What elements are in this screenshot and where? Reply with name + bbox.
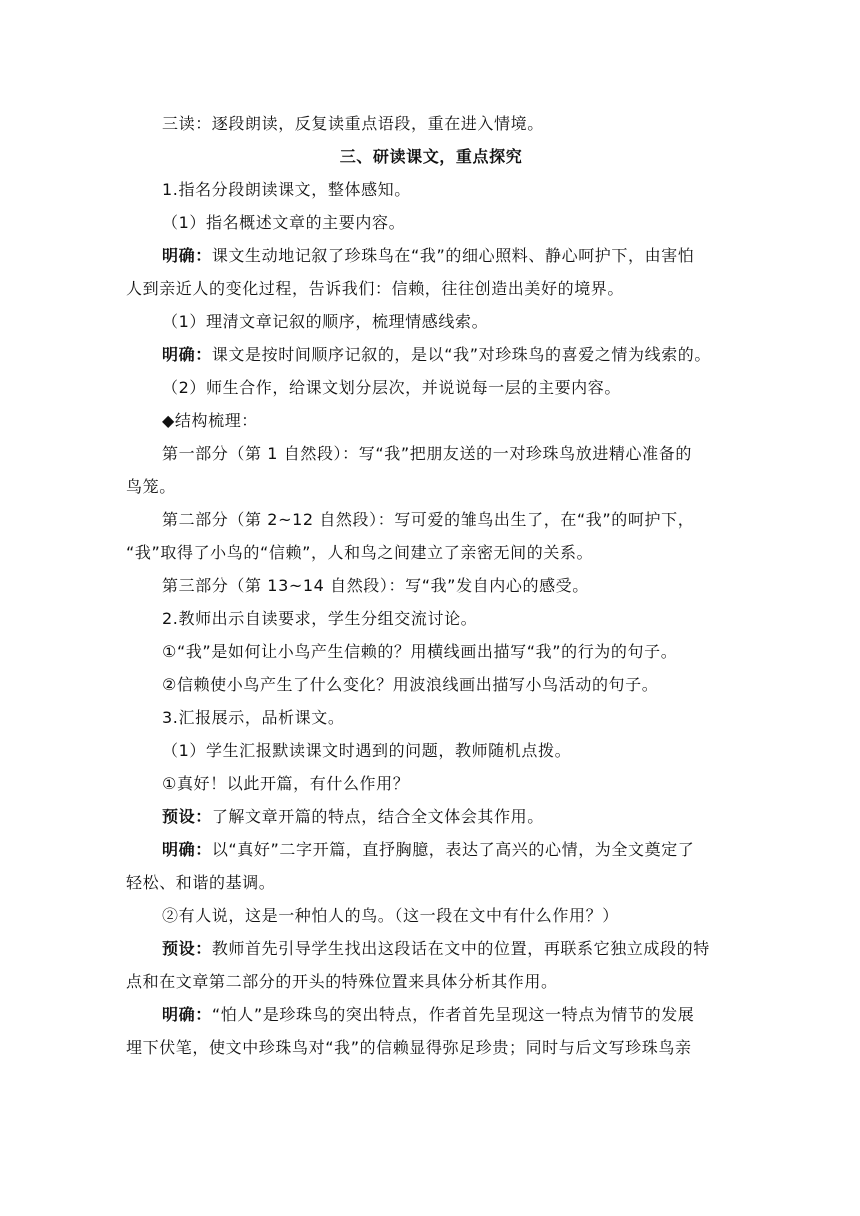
part-two bbox=[126, 503, 736, 536]
line-text: 课文生动地记叙了珍珠鸟在“我”的细心照料、静心呵护下，由害怕 bbox=[211, 246, 695, 265]
heading-text: 三、研读课文，重点探究 bbox=[339, 147, 523, 166]
part-one-continued bbox=[126, 470, 736, 503]
line-text: 教师首先引导学生找出这段话在文中的位置，再联系它独立成段的特 bbox=[211, 939, 710, 958]
line-text: 以“真好”二字开篇，直抒胸臆，表达了高兴的心情，为全文奠定了 bbox=[211, 840, 695, 859]
question-one bbox=[126, 635, 736, 668]
sub-item bbox=[126, 734, 736, 767]
question-suffix: （这一段在文中有什么作用？） bbox=[394, 906, 619, 925]
line-text: “怕人”是珍珠鸟的突出特点，作者首先呈现这一特点为情节的发展 bbox=[211, 1005, 695, 1024]
line-text: 第一部分（第 1 自然段）：写“我”把朋友送的一对珍珠鸟放进精心准备的 bbox=[162, 444, 692, 463]
answer-paragraph-continued bbox=[126, 866, 736, 899]
sub-item bbox=[126, 305, 736, 338]
part-three bbox=[126, 569, 736, 602]
line-text: 轻松、和谐的基调。 bbox=[126, 873, 276, 892]
answer-paragraph bbox=[126, 338, 736, 371]
line-text: 人到亲近人的变化过程，告诉我们：信赖，往往创造出美好的境界。 bbox=[126, 279, 625, 298]
line-text: 3.汇报展示，品析课文。 bbox=[162, 708, 345, 727]
line-text: 第三部分（第 13~14 自然段）：写“我”发自内心的感受。 bbox=[162, 576, 589, 595]
line-text: 了解文章开篇的特点，结合全文体会其作用。 bbox=[211, 807, 544, 826]
step-one bbox=[126, 173, 736, 206]
document-body bbox=[126, 107, 736, 1064]
line-text: 课文是按时间顺序记叙的，是以“我”对珍珠鸟的喜爱之情为线索的。 bbox=[211, 345, 711, 364]
line-text: 三读：逐段朗读，反复读重点语段，重在进入情境。 bbox=[162, 114, 544, 133]
line-text: 第二部分（第 2~12 自然段）：写可爱的雏鸟出生了，在“我”的呵护下， bbox=[162, 510, 695, 529]
line-text: 点和在文章第二部分的开头的特殊位置来具体分析其作用。 bbox=[126, 972, 558, 991]
answer-paragraph-continued bbox=[126, 1031, 736, 1064]
answer-paragraph bbox=[126, 998, 736, 1031]
quoted-sentence: ②有人说，这是一种怕人的鸟。 bbox=[162, 906, 395, 925]
question-two bbox=[126, 668, 736, 701]
answer-label: 明确： bbox=[162, 1005, 212, 1024]
part-two-continued bbox=[126, 536, 736, 569]
line-text: 埋下伏笔，使文中珍珠鸟对“我”的信赖显得弥足珍贵；同时与后文写珍珠鸟亲 bbox=[126, 1038, 692, 1057]
sub-item bbox=[126, 206, 736, 239]
preset-label: 预设： bbox=[162, 807, 212, 826]
line-text: ◆结构梳理： bbox=[162, 411, 258, 430]
line-text: 鸟笼。 bbox=[126, 477, 176, 496]
part-one bbox=[126, 437, 736, 470]
preset-paragraph bbox=[126, 932, 736, 965]
line-text: ②信赖使小鸟产生了什么变化？用波浪线画出描写小鸟活动的句子。 bbox=[162, 675, 659, 694]
line-text: （1）理清文章记叙的顺序，梳理情感线索。 bbox=[162, 312, 489, 331]
section-heading bbox=[126, 140, 736, 173]
structure-heading bbox=[126, 404, 736, 437]
paragraph-read-three bbox=[126, 107, 736, 140]
answer-label: 明确： bbox=[162, 246, 212, 265]
step-two bbox=[126, 602, 736, 635]
line-text: ①“我”是如何让小鸟产生信赖的？用横线画出描写“我”的行为的句子。 bbox=[162, 642, 678, 661]
answer-paragraph-continued bbox=[126, 272, 736, 305]
analysis-question-one bbox=[126, 767, 736, 800]
answer-label: 明确： bbox=[162, 345, 212, 364]
answer-label: 明确： bbox=[162, 840, 212, 859]
answer-paragraph bbox=[126, 239, 736, 272]
line-text: 2.教师出示自读要求，学生分组交流讨论。 bbox=[162, 609, 478, 628]
line-text: （2）师生合作，给课文划分层次，并说说每一层的主要内容。 bbox=[162, 378, 621, 397]
step-three bbox=[126, 701, 736, 734]
line-text: 1.指名分段朗读课文，整体感知。 bbox=[162, 180, 411, 199]
sub-item bbox=[126, 371, 736, 404]
preset-label: 预设： bbox=[162, 939, 212, 958]
analysis-question-two bbox=[126, 899, 736, 932]
line-text: （1）学生汇报默读课文时遇到的问题，教师随机点拨。 bbox=[162, 741, 572, 760]
preset-paragraph bbox=[126, 800, 736, 833]
line-text: “我”取得了小鸟的“信赖”，人和鸟之间建立了亲密无间的关系。 bbox=[126, 543, 594, 562]
preset-paragraph-continued bbox=[126, 965, 736, 998]
line-text: ①真好！以此开篇，有什么作用？ bbox=[162, 774, 410, 793]
answer-paragraph bbox=[126, 833, 736, 866]
line-text: （1）指名概述文章的主要内容。 bbox=[162, 213, 406, 232]
